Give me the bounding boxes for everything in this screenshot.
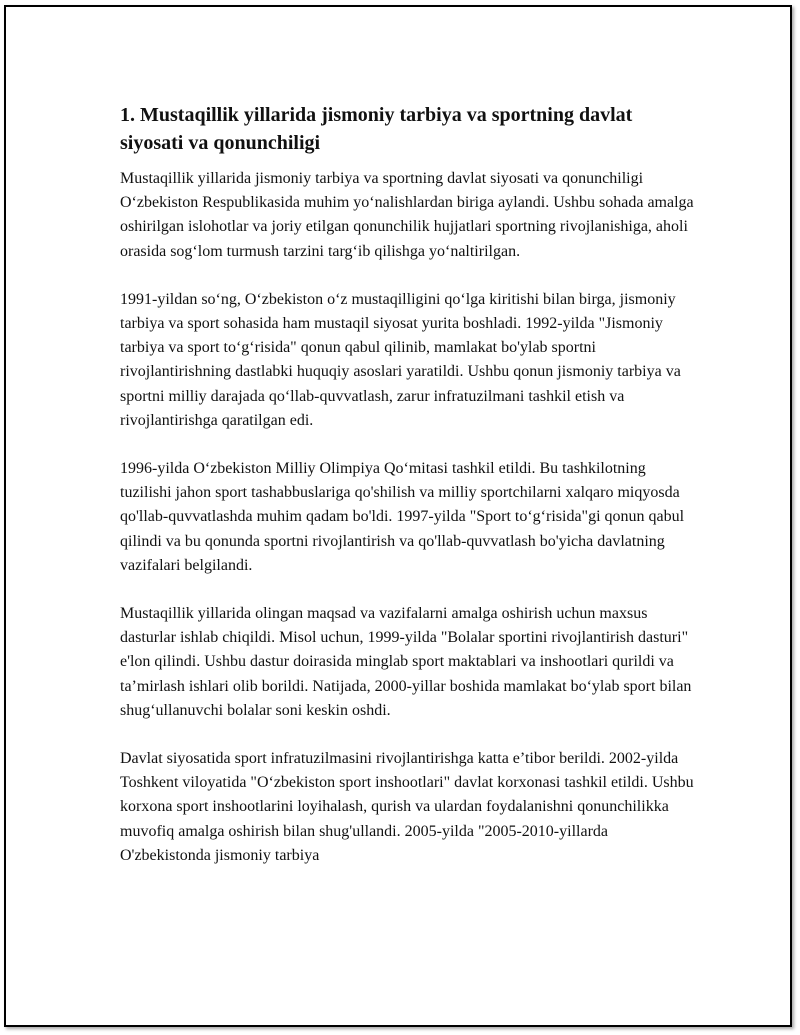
paragraph-5: Davlat siyosatida sport infratuzilmasini rivojlantirishga katta e’tibor berildi. 2002-yilda Toshkent viloyatida "O‘zbekiston sport inshootlari" davlat korxonasi tashkil etildi. Ushbu korxona sport inshootlarini loyihalash, qurish va ulardan foydalanishni qonunchilikka muvofiq amalga oshirish bilan shug'ullandi. 2005-yilda "2005-2010-yillarda O'zbekistonda jismoniy tarbiya [120, 750, 694, 864]
document-body [120, 101, 700, 892]
document-page [4, 5, 792, 1027]
paragraph-4: Mustaqillik yillarida olingan maqsad va vazifalarni amalga oshirish uchun maxsus dasturlar ishlab chiqildi. Misol uchun, 1999-yilda "Bolalar sportini rivojlantirish dasturi" e'lon qilindi. Ushbu dastur doirasida minglab sport maktablari va inshootlari qurildi va ta’mirlash ishlari olib borildi. Natijada, 2000-yillar boshida mamlakat bo‘ylab sport bilan shug‘ullanuvchi bolalar soni keskin oshdi. [120, 605, 692, 719]
section-heading: 1. Mustaqillik yillarida jismoniy tarbiya va sportning davlat siyosati va qonunchiligi [120, 104, 633, 154]
paragraph-2: 1991-yildan so‘ng, O‘zbekiston o‘z mustaqilligini qo‘lga kiritishi bilan birga, jismoniy tarbiya va sport sohasida ham mustaqil siyosat yurita boshladi. 1992-yilda "Jismoniy tarbiya va sport to‘g‘risida" qonun qabul qilinib, mamlakat bo'ylab sportni rivojlantirishning dastlabki huquqiy asoslari yaratildi. Ushbu qonun jismoniy tarbiya va sportni milliy darajada qo‘llab-quvvatlash, zarur infratuzilmani tashkil etish va rivojlantirishga qaratilgan edi. [120, 290, 681, 429]
paragraph-1: Mustaqillik yillarida jismoniy tarbiya va sportning davlat siyosati va qonunchiligi O‘zbekiston Respublikasida muhim yo‘nalishlardan biriga aylandi. Ushbu sohada amalga oshirilgan islohotlar va joriy etilgan qonunchilik hujjatlari sportning rivojlanishiga, aholi orasida sog‘lom turmush tarzini targ‘ib qilishga yo‘naltirilgan. [120, 170, 694, 260]
paragraph-3: 1996-yilda O‘zbekiston Milliy Olimpiya Qo‘mitasi tashkil etildi. Bu tashkilotning tuzilishi jahon sport tashabbuslariga qo'shilish va milliy sportchilarni xalqaro miqyosda qo'llab-quvvatlashda muhim qadam bo'ldi. 1997-yilda "Sport to‘g‘risida"gi qonun qabul qilindi va bu qonunda sportni rivojlantirish va qo'llab-quvvatlash bo'yicha davlatning vazifalari belgilandi. [120, 460, 685, 574]
